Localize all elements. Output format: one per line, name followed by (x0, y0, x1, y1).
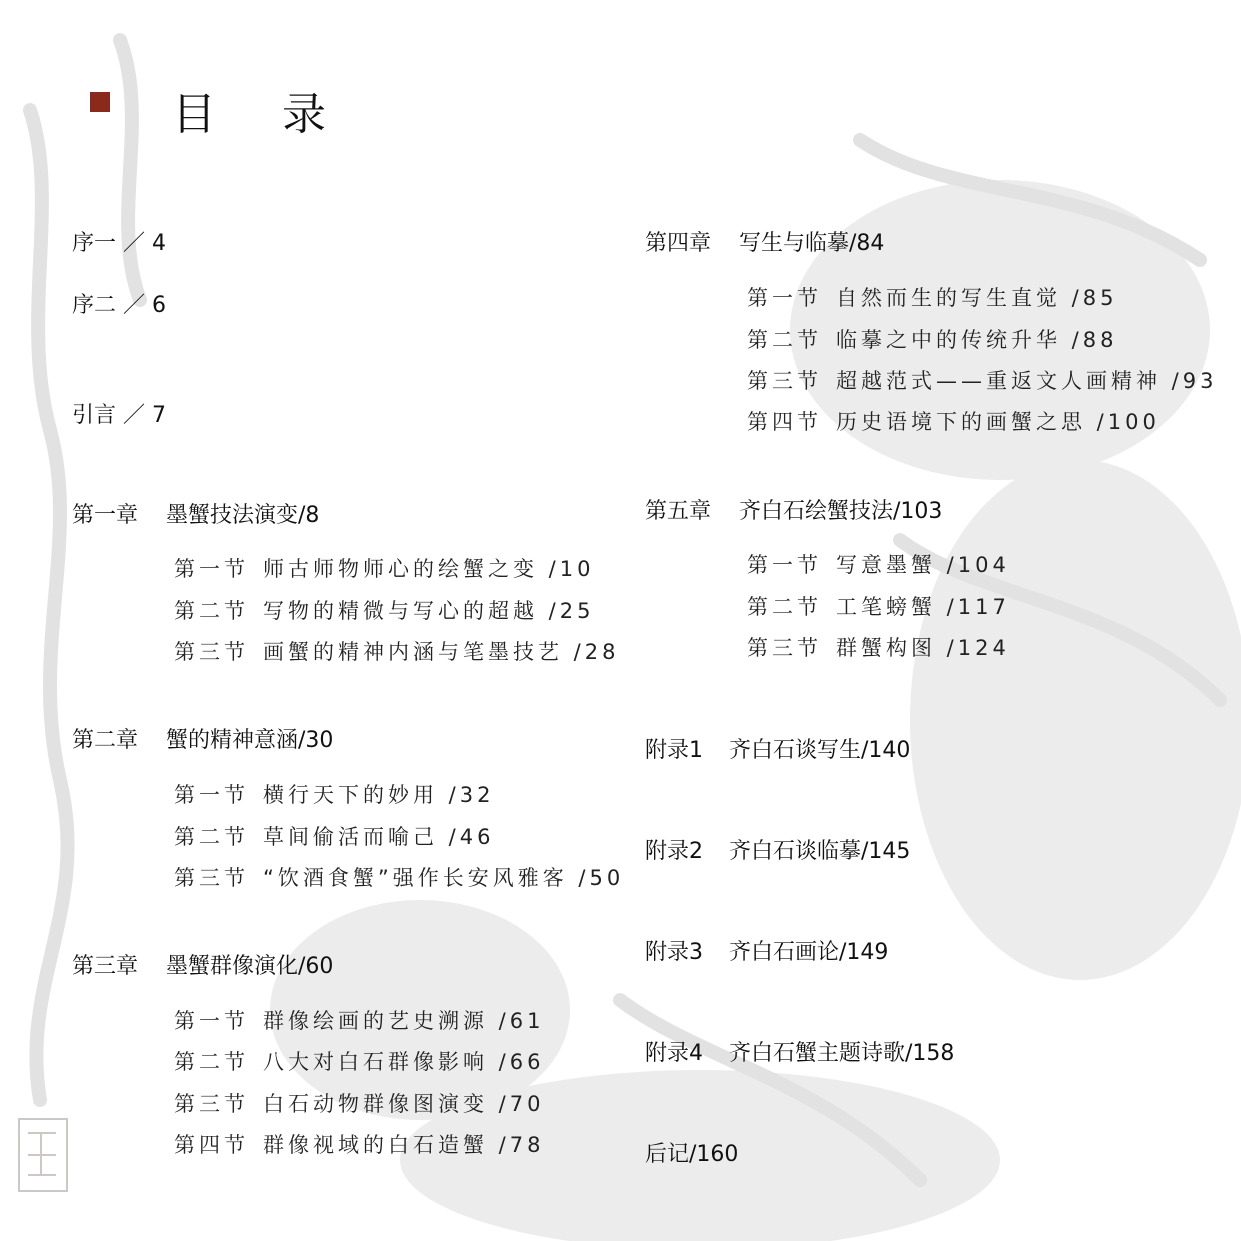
toc-chapter-3: 第三章 墨蟹群像演化/60 (72, 954, 334, 979)
toc-section: 第一节 自然而生的写生直觉 /85 (747, 286, 1118, 310)
toc-section: 第一节 群像绘画的艺史溯源 /61 (174, 1009, 545, 1033)
toc-entry-introduction: 引言 ／ 7 (72, 403, 166, 428)
toc-chapter-1: 第一章 墨蟹技法演变/8 (72, 503, 320, 528)
toc-section: 第三节 画蟹的精神内涵与笔墨技艺 /28 (174, 640, 620, 664)
toc-section: 第一节 横行天下的妙用 /32 (174, 783, 495, 807)
toc-section: 第二节 草间偷活而喻己 /46 (174, 825, 495, 849)
toc-chapter-2: 第二章 蟹的精神意涵/30 (72, 728, 334, 753)
toc-appendix-3: 附录3 齐白石画论/149 (645, 940, 889, 965)
seal-stamp-icon (18, 1118, 68, 1192)
toc-section: 第一节 师古师物师心的绘蟹之变 /10 (174, 557, 595, 581)
toc-chapter-5: 第五章 齐白石绘蟹技法/103 (645, 499, 943, 524)
toc-appendix-1: 附录1 齐白石谈写生/140 (645, 738, 911, 763)
toc-section: 第四节 历史语境下的画蟹之思 /100 (747, 410, 1160, 434)
toc-section: 第二节 写物的精微与写心的超越 /25 (174, 599, 595, 623)
toc-entry-preface-1: 序一 ／ 4 (72, 231, 166, 256)
toc-entry-preface-2: 序二 ／ 6 (72, 293, 166, 318)
toc-afterword: 后记/160 (645, 1142, 739, 1167)
toc-section: 第四节 群像视域的白石造蟹 /78 (174, 1133, 545, 1157)
title-square-marker (90, 92, 110, 112)
toc-appendix-2: 附录2 齐白石谈临摹/145 (645, 839, 911, 864)
toc-chapter-4: 第四章 写生与临摹/84 (645, 231, 885, 256)
toc-section: 第三节 群蟹构图 /124 (747, 636, 1010, 660)
page-title: 目 录 (172, 89, 352, 140)
toc-section: 第二节 临摹之中的传统升华 /88 (747, 328, 1118, 352)
toc-section: 第一节 写意墨蟹 /104 (747, 553, 1010, 577)
toc-appendix-4: 附录4 齐白石蟹主题诗歌/158 (645, 1041, 955, 1066)
toc-section: 第三节 超越范式——重返文人画精神 /93 (747, 369, 1218, 393)
toc-section: 第二节 工笔螃蟹 /117 (747, 595, 1010, 619)
toc-section: 第三节 “饮酒食蟹”强作长安风雅客 /50 (174, 866, 625, 890)
toc-section: 第三节 白石动物群像图演变 /70 (174, 1092, 545, 1116)
toc-section: 第二节 八大对白石群像影响 /66 (174, 1050, 545, 1074)
